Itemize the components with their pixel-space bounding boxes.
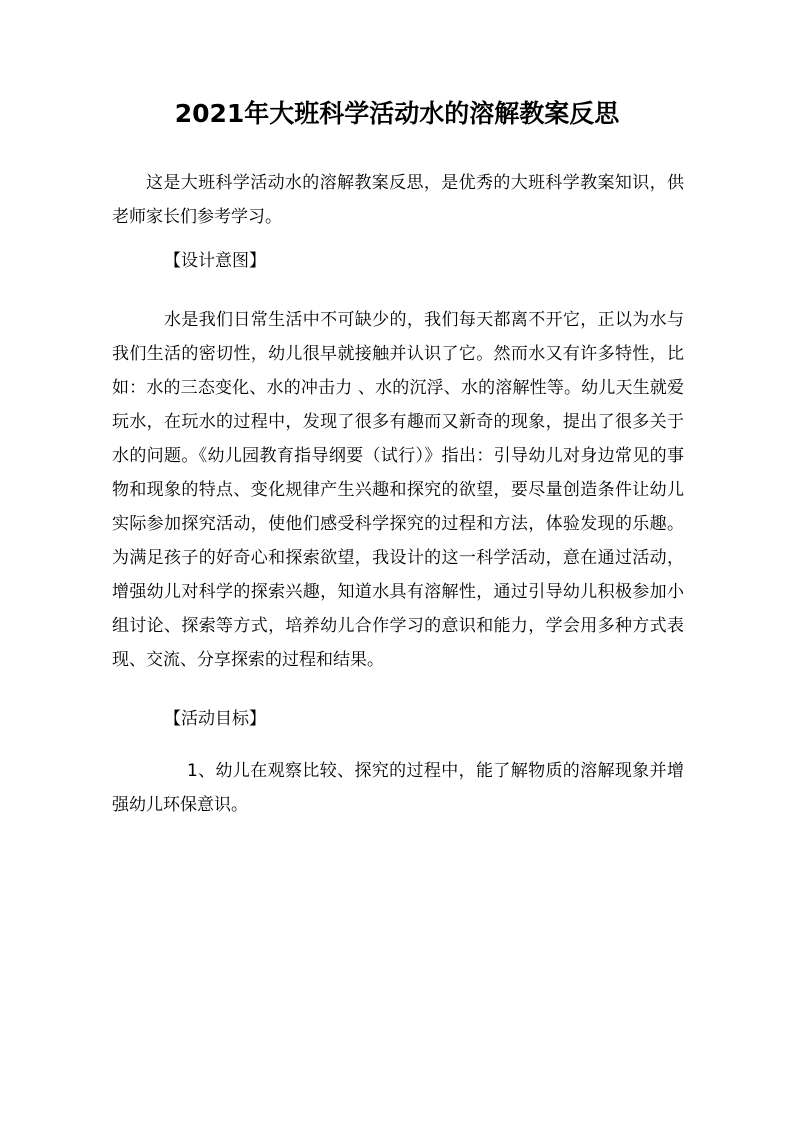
design-intent-paragraph: 水是我们日常生活中不可缺少的，我们每天都离不开它，正以为水与我们生活的密切性，幼儿很早就接触并认识了它。然而水又有许多特性，比如：水的三态变化、水的冲击力 、水的沉浮、水的溶解性等。幼儿天生就爱玩水，在玩水的过程中，发现了很多有趣而又新奇的现象，提出了很多关于水的问题。《幼儿园教育指导纲要（试行）》指出：引导幼儿对身边常见的事物和现象的特点、变化规律产生兴趣和探究的欲望，要尽量创造条件让幼儿实际参加探究活动，使他们感受科学探究的过程和方法，体验发现的乐趣。为满足孩子的好奇心和探索欲望，我设计的这一科学活动，意在通过活动，增强幼儿对科学的探索兴趣，知道水具有溶解性，通过引导幼儿积极参加小组讨论、探索等方式，培养幼儿合作学习的意识和能力，学会用多种方式表现、交流、分享探索的过程和结果。	[112, 310, 684, 670]
intro-paragraph: 这是大班科学活动水的溶解教案反思，是优秀的大班科学教案知识，供老师家长们参考学习。	[112, 173, 684, 227]
document-title: 2021年大班科学活动水的溶解教案反思	[174, 99, 620, 128]
activity-goals-heading: 【活动目标】	[164, 709, 266, 729]
document-body	[112, 166, 684, 847]
activity-goal-item: 1、幼儿在观察比较、探究的过程中，能了解物质的溶解现象并增强幼儿环保意识。	[112, 761, 684, 815]
design-intent-heading: 【设计意图】	[164, 251, 266, 271]
